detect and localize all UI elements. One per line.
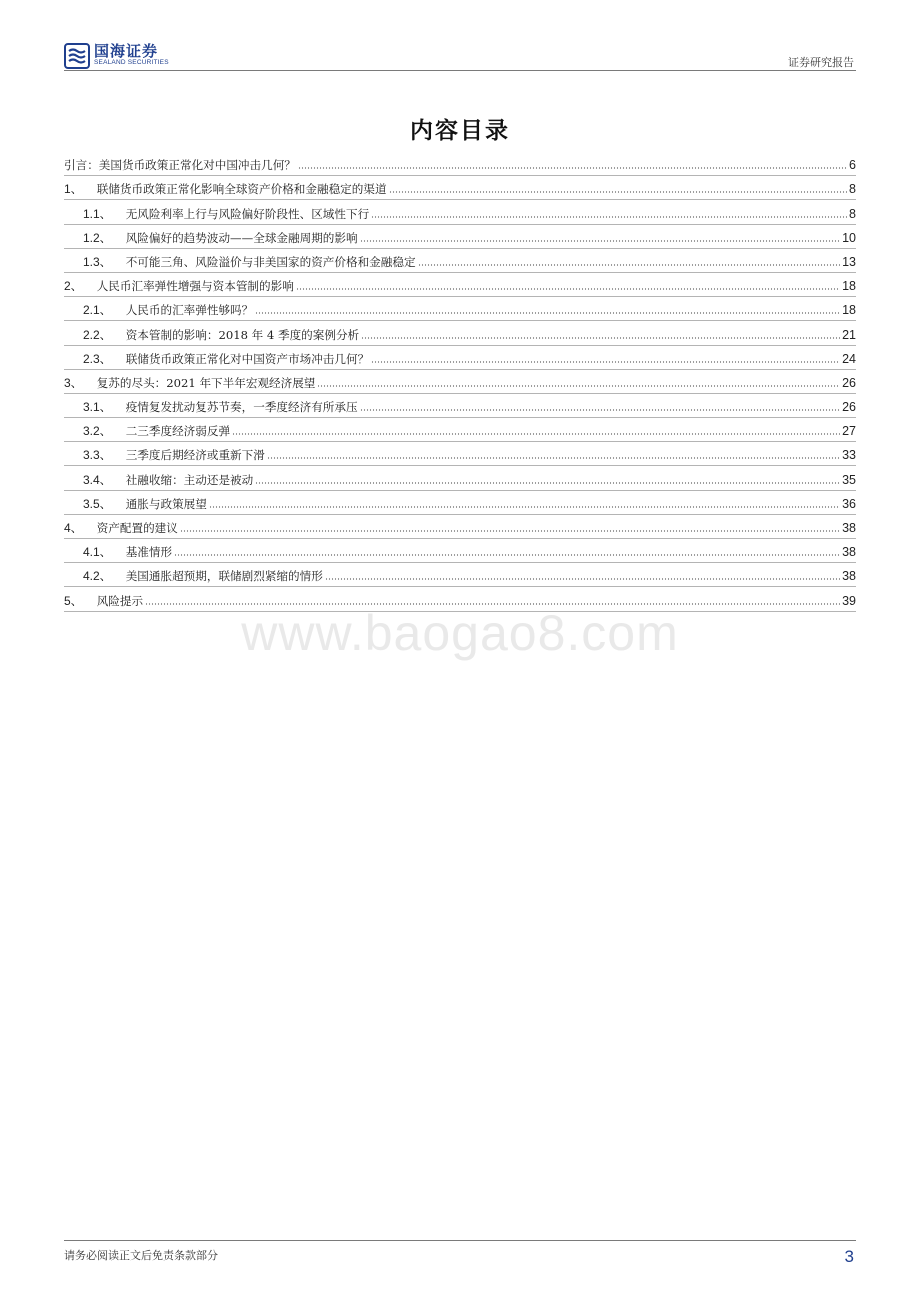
toc-entry-page: 13 <box>842 254 856 269</box>
toc-entry[interactable] <box>64 370 856 394</box>
toc-entry[interactable] <box>64 563 856 587</box>
toc-entry-title: 疫情复发扰动复苏节奏，一季度经济有所承压 <box>125 400 358 415</box>
toc-entry-page: 18 <box>842 303 856 318</box>
report-type-label: 证券研究报告 <box>788 56 854 69</box>
toc-entry-title: 资产配置的建议 <box>96 521 178 535</box>
page-header <box>64 40 856 71</box>
toc-entry-page: 8 <box>849 206 856 221</box>
toc-entry-number: 3.2、 <box>83 424 112 439</box>
toc-dot-leader <box>325 578 840 580</box>
page-number: 3 <box>844 1247 854 1266</box>
toc-entry-title: 通胀与政策展望 <box>125 496 207 511</box>
toc-dot-leader <box>371 216 847 218</box>
toc-entry[interactable] <box>64 442 856 466</box>
toc-entry-number: 3.5、 <box>83 496 112 511</box>
toc-dot-leader <box>296 288 840 290</box>
disclaimer-note: 请务必阅读正文后免责条款部分 <box>64 1249 218 1262</box>
toc-entry[interactable] <box>64 152 856 176</box>
toc-entry-page: 38 <box>842 545 856 560</box>
toc-dot-leader <box>360 409 841 411</box>
toc-entry-number: 1.1、 <box>83 206 112 221</box>
toc-entry[interactable] <box>64 515 856 539</box>
toc-entry[interactable] <box>64 346 856 370</box>
toc-entry[interactable] <box>64 249 856 273</box>
toc-title: 内容目录 <box>410 117 510 144</box>
toc-entry[interactable] <box>64 200 856 224</box>
toc-entry[interactable] <box>64 394 856 418</box>
toc-entry-page: 8 <box>849 182 856 197</box>
toc-entry-title: 人民币的汇率弹性够吗？ <box>125 303 254 318</box>
toc-entry[interactable] <box>64 225 856 249</box>
toc-entry[interactable] <box>64 273 856 297</box>
toc-dot-leader <box>298 167 847 169</box>
toc-entry-number: 3.3、 <box>83 448 112 463</box>
toc-dot-leader <box>255 482 840 484</box>
toc-entry-title: 美国通胀超预期，联储剧烈紧缩的情形 <box>125 569 323 584</box>
logo-chinese-name: 国海证券 <box>94 42 159 60</box>
toc-entry-number: 2.2、 <box>83 327 112 342</box>
toc-entry-title: 无风险利率上行与风险偏好阶段性、区域性下行 <box>125 206 370 221</box>
toc-entry-title: 复苏的尽头：2021 年下半年宏观经济展望 <box>96 375 316 390</box>
toc-entry[interactable] <box>64 539 856 563</box>
company-logo <box>64 43 169 69</box>
toc-entry-page: 10 <box>842 230 856 245</box>
logo-english-name: SEALAND SECURITIES <box>94 59 169 66</box>
toc-entry-title: 风险提示 <box>96 593 144 608</box>
toc-dot-leader <box>232 433 840 435</box>
toc-entry-number: 4.2、 <box>83 569 112 584</box>
toc-dot-leader <box>180 530 840 532</box>
toc-entry-title: 引言：美国货币政策正常化对中国冲击几何？ <box>64 158 296 173</box>
watermark: www.baogao8.com <box>241 605 679 661</box>
toc-entry-page: 18 <box>842 279 856 294</box>
toc-entry-page: 35 <box>842 472 856 487</box>
toc-entry-page: 27 <box>842 424 856 439</box>
toc-dot-leader <box>361 337 840 339</box>
toc-entry-number: 1.2、 <box>83 230 112 245</box>
toc-entry-page: 24 <box>842 351 856 366</box>
toc-entry-number: 3.4、 <box>83 472 112 487</box>
toc-entry[interactable] <box>64 491 856 515</box>
toc-dot-leader <box>209 506 840 508</box>
sealand-logo-icon <box>64 43 90 69</box>
toc-entry-title: 联储货币政策正常化影响全球资产价格和金融稳定的渠道 <box>96 182 387 197</box>
toc-entry-page: 33 <box>842 448 856 463</box>
toc-entry-page: 26 <box>842 375 856 390</box>
toc-entry-number: 2、 <box>64 279 83 294</box>
toc-entry-title: 风险偏好的趋势波动——全球金融周期的影响 <box>125 230 358 245</box>
toc-entry-number: 2.3、 <box>83 351 112 366</box>
toc-dot-leader <box>389 191 848 193</box>
table-of-contents <box>64 152 856 612</box>
toc-dot-leader <box>360 240 841 242</box>
toc-entry[interactable] <box>64 466 856 490</box>
toc-entry-title: 人民币汇率弹性增强与资本管制的影响 <box>96 279 294 294</box>
toc-dot-leader <box>418 264 841 266</box>
toc-entry-page: 21 <box>842 327 856 342</box>
toc-entry-number: 4.1、 <box>83 545 112 560</box>
toc-dot-leader <box>267 457 840 459</box>
toc-entry-title: 不可能三角、风险溢价与非美国家的资产价格和金融稳定 <box>125 254 416 269</box>
toc-entry-title: 二三季度经济弱反弹 <box>125 424 231 439</box>
toc-entry-title: 资本管制的影响：2018 年 4 季度的案例分析 <box>125 327 360 342</box>
toc-dot-leader <box>174 554 840 556</box>
toc-entry-page: 26 <box>842 400 856 415</box>
toc-entry-number: 1.3、 <box>83 254 112 269</box>
toc-dot-leader <box>255 312 840 314</box>
toc-entry[interactable] <box>64 321 856 345</box>
logo-text <box>94 43 169 67</box>
toc-entry-number: 4、 <box>64 521 83 535</box>
toc-entry-page: 39 <box>842 593 856 608</box>
toc-dot-leader <box>371 361 840 363</box>
toc-entry-title: 三季度后期经济或重新下滑 <box>125 448 265 463</box>
page-footer <box>64 1240 856 1269</box>
toc-entry-title: 基准情形 <box>125 545 173 560</box>
toc-entry-number: 3.1、 <box>83 400 112 415</box>
toc-entry-page: 38 <box>842 569 856 584</box>
toc-entry-title: 联储货币政策正常化对中国资产市场冲击几何？ <box>125 351 370 366</box>
toc-dot-leader <box>317 385 840 387</box>
toc-entry-page: 38 <box>842 521 856 535</box>
toc-entry[interactable] <box>64 176 856 200</box>
toc-entry-number: 5、 <box>64 593 83 608</box>
toc-entry-page: 36 <box>842 496 856 511</box>
toc-entry-number: 1、 <box>64 182 83 197</box>
toc-entry-title: 社融收缩：主动还是被动 <box>125 472 254 487</box>
toc-entry[interactable] <box>64 418 856 442</box>
toc-entry-number: 3、 <box>64 375 83 390</box>
toc-entry-page: 6 <box>849 158 856 173</box>
toc-entry[interactable] <box>64 297 856 321</box>
toc-entry-number: 2.1、 <box>83 303 112 318</box>
